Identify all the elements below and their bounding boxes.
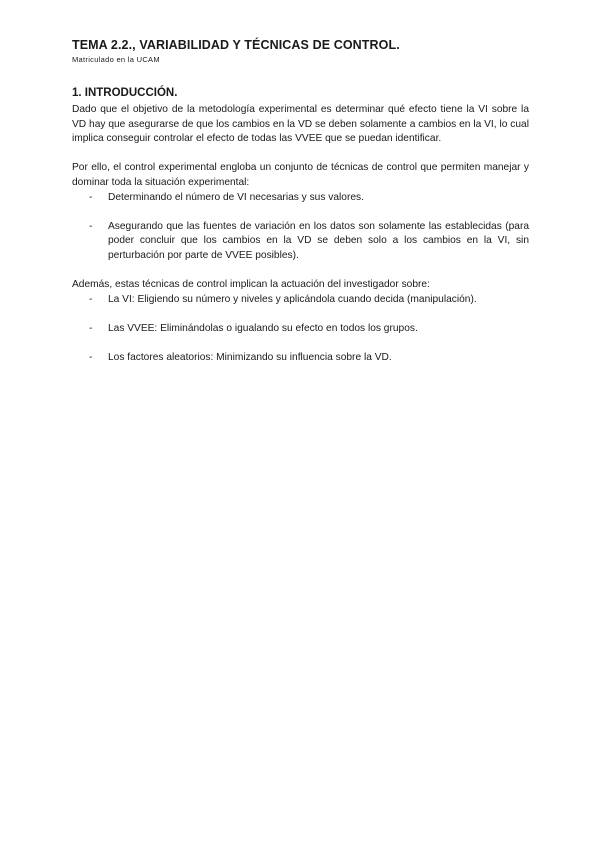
- document-page: [72, 38, 529, 366]
- list-dash: -: [89, 220, 93, 232]
- intro-paragraph-2: Por ello, el control experimental engloba un conjunto de técnicas de control que permiten manejar y dominar toda la situación experimental:: [72, 162, 529, 188]
- control-techniques-list: [72, 191, 529, 264]
- intro-paragraph-1: Dado que el objetivo de la metodología experimental es determinar qué efecto tiene la VI sobre la VD hay que asegurarse de que los cambios en la VD se deben solamente a cambios en la VI, lo cual implica conseguir controlar el efecto de todas las VVEE que se puedan identificar.: [72, 104, 529, 145]
- list-item-text: La VI: Eligiendo su número y niveles y aplicándola cuando decida (manipulación).: [108, 293, 477, 305]
- list-item: [72, 293, 529, 308]
- list-item-text: Asegurando que las fuentes de variación en los datos son solamente las establecidas (para poder concluir que los cambios en la VD se deben solo a los cambios en la VI, sin perturbación por parte de VVEE posibles).: [108, 220, 529, 261]
- list-item-text: Las VVEE: Eliminándolas o igualando su efecto en todos los grupos.: [108, 322, 418, 334]
- list-item: [72, 191, 529, 206]
- list-dash: -: [89, 191, 93, 203]
- list-item-text: Los factores aleatorios: Minimizando su influencia sobre la VD.: [108, 352, 392, 364]
- section-heading-introduccion: 1. INTRODUCCIÓN.: [72, 87, 178, 99]
- document-subtitle: Matriculado en la UCAM: [72, 55, 160, 64]
- list-item: [72, 351, 529, 366]
- list-item: [72, 220, 529, 264]
- list-dash: -: [89, 322, 93, 334]
- investigator-actions-list: [72, 293, 529, 366]
- document-title: TEMA 2.2., VARIABILIDAD Y TÉCNICAS DE CONTROL.: [72, 38, 400, 52]
- intro-paragraph-3: Además, estas técnicas de control implican la actuación del investigador sobre:: [72, 279, 430, 291]
- list-item: [72, 322, 529, 337]
- list-dash: -: [89, 352, 93, 364]
- list-dash: -: [89, 293, 93, 305]
- list-item-text: Determinando el número de VI necesarias y sus valores.: [108, 191, 364, 203]
